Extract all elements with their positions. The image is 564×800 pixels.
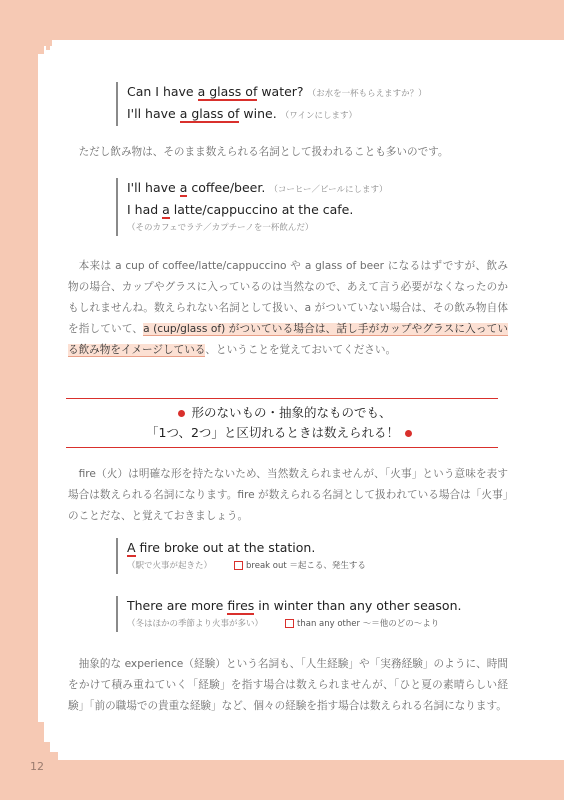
text: Can I have	[127, 84, 198, 99]
example-sentence	[127, 82, 427, 104]
example-sentence	[127, 596, 461, 616]
example-sentence	[127, 538, 366, 558]
heading-line	[66, 403, 498, 423]
underlined-word: fires	[227, 598, 255, 613]
text: latte/cappuccino at the cafe.	[169, 202, 354, 217]
text: wine.	[239, 106, 277, 121]
text: broke out at the station.	[159, 540, 316, 555]
translation: （お水を一杯もらえますか？）	[307, 89, 427, 99]
checkbox-icon	[234, 561, 243, 570]
translation: （駅で火事が起きた）	[127, 561, 213, 571]
checkbox-icon	[285, 619, 294, 628]
corner-pixel	[50, 752, 58, 760]
text: coffee/beer.	[187, 180, 266, 195]
paragraph-3: fire（火）は明確な形を持たないため、当然数えられませんが、「火事」という意味を表す場合は数えられる名詞になります。fire が数えられる名詞として扱われている場合は「火事」のことだな、と覚えておきましょう。	[68, 468, 508, 522]
text: There are more	[127, 598, 228, 613]
text: in winter than any other season.	[254, 598, 462, 613]
paragraph-1: ただし飲み物は、そのまま数えられる名詞として扱われることも多いのです。	[78, 146, 449, 158]
translation: （冬はほかの季節より火事が多い）	[127, 619, 264, 629]
bullet-dot-icon	[178, 410, 185, 417]
text: water?	[257, 84, 304, 99]
vocab-note: break out ＝起こる、発生する	[246, 561, 366, 571]
text: 本来は a cup of coffee/latte/cappuccino や a glass of beer になるはずですが、飲み物の場合、カップやグラスに入っているのは当然なので、あえて言う必要がなくなったのかもしれませんね。数えられない名詞として扱い、a がついていない場合は、その飲み物自体を指していて、	[68, 260, 508, 335]
paragraph-2	[68, 256, 508, 361]
example-block-4	[116, 596, 461, 632]
page-number: 12	[30, 760, 44, 773]
heading-line	[66, 423, 498, 443]
text: I had	[127, 202, 163, 217]
example-block-3	[116, 538, 366, 574]
example-sentence	[127, 200, 388, 220]
text: I'll have	[127, 180, 180, 195]
section-heading	[66, 398, 498, 448]
bullet-dot-icon	[405, 430, 412, 437]
example-sentence	[127, 178, 388, 200]
translation-row	[127, 558, 366, 574]
text: I'll have	[127, 106, 180, 121]
corner-pixel	[38, 46, 44, 54]
underlined-phrase: a glass of	[197, 84, 258, 99]
heading-text: 形のないもの・抽象的なものでも、	[191, 405, 392, 420]
underlined-article: A	[127, 540, 136, 555]
translation: （ワインにします）	[280, 111, 357, 121]
paragraph-4: 抽象的な experience（経験）という名詞も、「人生経験」や「実務経験」のように、時間をかけて積み重ねていく「経験」を指す場合は数えられませんが、「ひと夏の素晴らしい経験」「前の職場での貴重な経験」など、個々の経験を指す場合は数えられる名詞になります。	[68, 658, 508, 712]
example-block-2	[116, 178, 388, 236]
example-block-1	[116, 82, 427, 126]
vocab-note: than any other ～＝他のどの～より	[297, 619, 440, 629]
text: 、ということを覚えておいてください。	[205, 344, 397, 356]
corner-pixel	[46, 46, 50, 50]
translation-row	[127, 616, 461, 632]
translation: （コーヒー／ビールにします）	[269, 185, 388, 195]
underlined-article: a	[179, 180, 188, 195]
heading-text: 「1つ、2つ」と区切れるときは数えられる！	[146, 425, 399, 440]
example-sentence	[127, 104, 427, 126]
underlined-article: a	[162, 202, 170, 217]
translation: （そのカフェでラテ／カプチーノを一杯飲んだ）	[127, 223, 314, 233]
highlighted-text: a (cup/glass of) がついている場合は、話し手がカップやグラスに入っている飲み物をイメージしている	[68, 323, 508, 356]
underlined-phrase: a glass of	[179, 106, 240, 121]
text: fire	[135, 540, 160, 555]
